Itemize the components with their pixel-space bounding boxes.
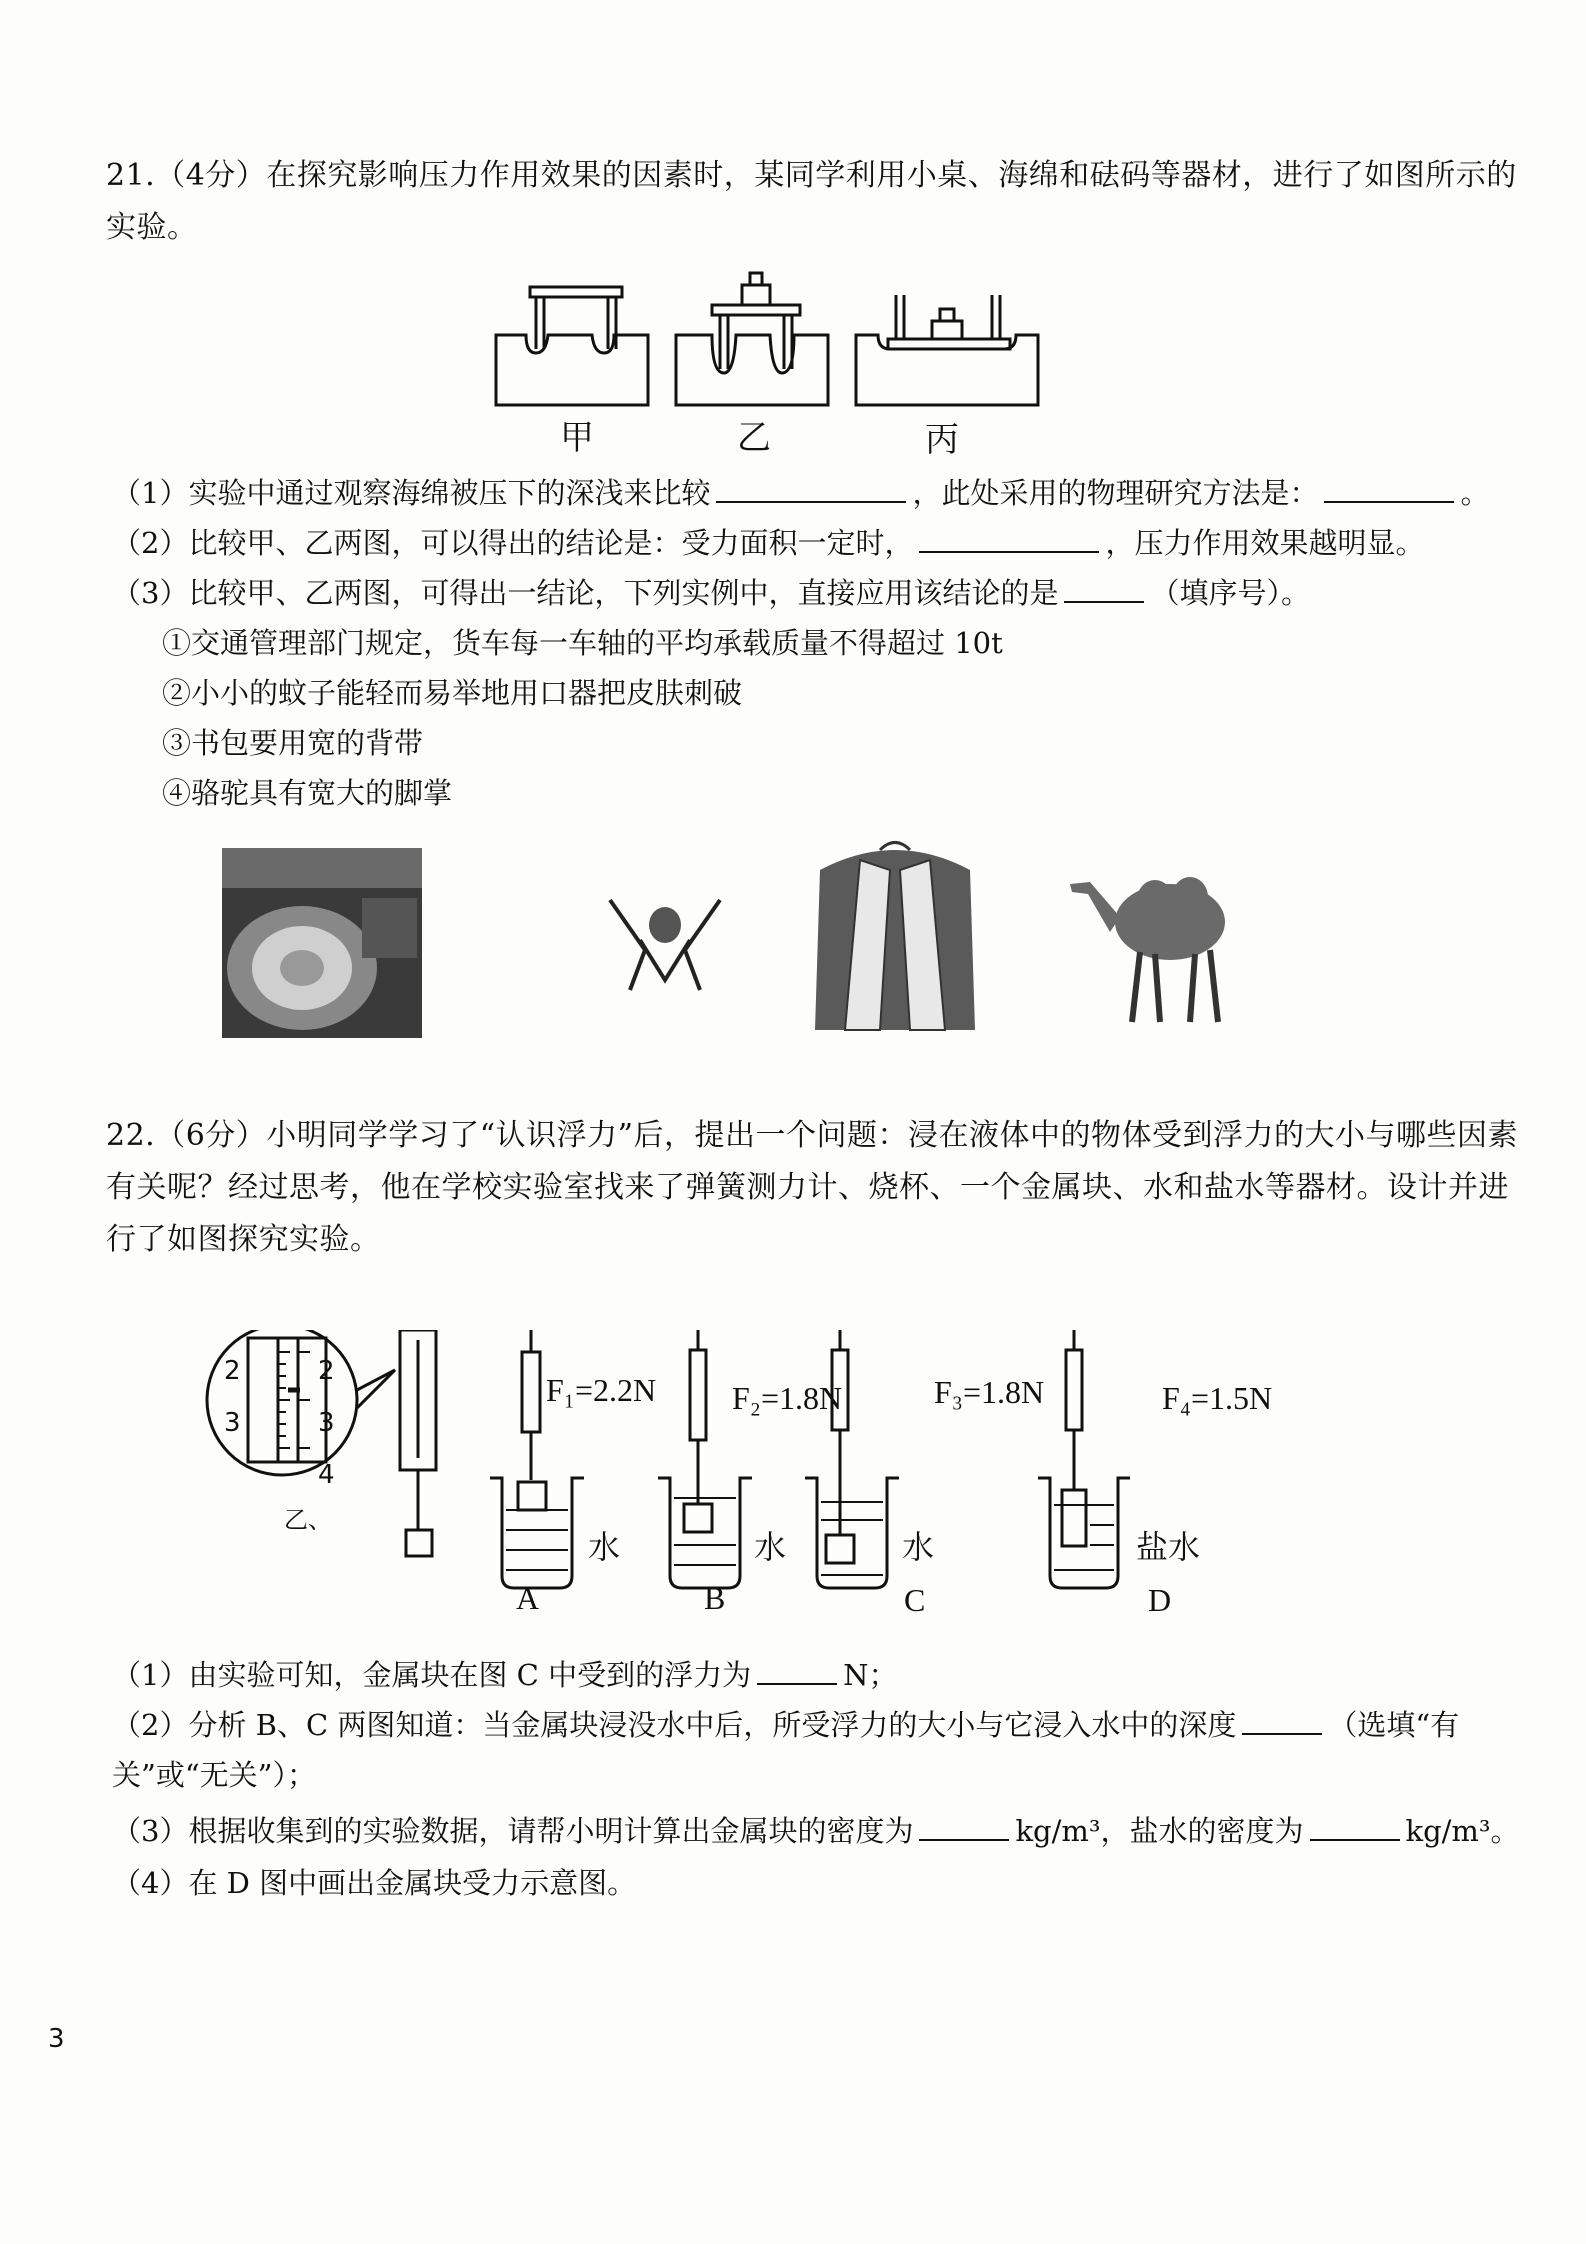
mosquito-photo bbox=[600, 890, 730, 1000]
answer-blank[interactable] bbox=[919, 521, 1099, 553]
q21-sub3-text-a: （3）比较甲、乙两图，可得出一结论，下列实例中，直接应用该结论的是 bbox=[112, 576, 1059, 610]
q22-stem-line1: 22.（6分）小明同学学习了“认识浮力”后，提出一个问题：浸在液体中的物体受到浮力的大小与哪些因素 bbox=[106, 1118, 1518, 1153]
q21-sub3 bbox=[112, 570, 1310, 616]
q21-sub1-text-b: ，此处采用的物理研究方法是： bbox=[912, 476, 1319, 510]
answer-blank[interactable] bbox=[757, 1653, 837, 1685]
fluid-label-b: 水 bbox=[754, 1528, 787, 1566]
letter-label-d: D bbox=[1148, 1582, 1172, 1618]
force-label-b: F₂=1.8N bbox=[732, 1380, 843, 1416]
q22-sub3-text-b: kg/m³，盐水的密度为 bbox=[1015, 1814, 1304, 1848]
q21-sub1 bbox=[112, 470, 1489, 516]
q22-sub3-text-c: kg/m³。 bbox=[1405, 1814, 1520, 1848]
fluid-label-d: 盐水 bbox=[1136, 1528, 1201, 1566]
scale-tick-3: 3 bbox=[224, 1408, 241, 1438]
q22-sub2-text-b: （选填“有 bbox=[1328, 1708, 1460, 1742]
answer-blank[interactable] bbox=[919, 1809, 1009, 1841]
q22-sub2-continued: 关”或“无关”）； bbox=[112, 1758, 316, 1792]
page-number: 3 bbox=[48, 2024, 65, 2054]
scale-tick-3: 3 bbox=[318, 1408, 335, 1438]
fig-label-bing: 丙 bbox=[925, 420, 959, 460]
q22-sub2 bbox=[112, 1702, 1459, 1748]
q21-option-4: ④骆驼具有宽大的脚掌 bbox=[162, 776, 453, 810]
q21-stem-line1: 21.（4分）在探究影响压力作用效果的因素时，某同学利用小桌、海绵和砝码等器材，进行了如图所示的 bbox=[106, 158, 1517, 193]
q21-option-3: ③书包要用宽的背带 bbox=[162, 726, 424, 760]
force-label-c: F₃=1.8N bbox=[934, 1374, 1045, 1410]
q21-option-1: ①交通管理部门规定，货车每一车轴的平均承载质量不得超过 10t bbox=[162, 626, 1003, 660]
q22-sub4: （4）在 D 图中画出金属块受力示意图。 bbox=[112, 1866, 637, 1900]
fig-label-jia: 甲 bbox=[560, 418, 594, 458]
q21-sub1-text-a: （1）实验中通过观察海绵被压下的深浅来比较 bbox=[112, 476, 711, 510]
q21-stem-line2: 实验。 bbox=[106, 210, 198, 245]
backpack-photo bbox=[800, 830, 990, 1040]
zoom-label: 乙、 bbox=[284, 1506, 332, 1534]
force-label-a: F₁=2.2N bbox=[546, 1372, 657, 1408]
q21-sub2 bbox=[112, 520, 1424, 566]
answer-blank[interactable] bbox=[1064, 571, 1144, 603]
q22-sub1-text-a: （1）由实验可知，金属块在图 C 中受到的浮力为 bbox=[112, 1658, 752, 1692]
scale-tick-labels-right bbox=[318, 1345, 335, 1501]
q21-sub3-text-b: （填序号）。 bbox=[1150, 576, 1310, 610]
scale-tick-labels bbox=[224, 1345, 241, 1449]
truck-wheel-photo bbox=[222, 848, 422, 1038]
q21-option-2: ②小小的蚊子能轻而易举地用口器把皮肤刺破 bbox=[162, 676, 743, 710]
q22-sub1 bbox=[112, 1652, 897, 1698]
q22-stem-line2: 有关呢？经过思考，他在学校实验室找来了弹簧测力计、烧杯、一个金属块、水和盐水等器材。设计并进 bbox=[106, 1170, 1509, 1205]
scale-tick-2: 2 bbox=[224, 1356, 241, 1386]
q21-sub1-text-c: 。 bbox=[1460, 476, 1490, 510]
q22-sub3 bbox=[112, 1808, 1520, 1854]
q22-stem-line3: 行了如图探究实验。 bbox=[106, 1222, 381, 1257]
buoyancy-figure bbox=[200, 1330, 1350, 1630]
letter-label-a: A bbox=[516, 1580, 540, 1616]
answer-blank[interactable] bbox=[1324, 471, 1454, 503]
answer-blank[interactable] bbox=[1242, 1703, 1322, 1735]
q22-sub3-text-a: （3）根据收集到的实验数据，请帮小明计算出金属块的密度为 bbox=[112, 1814, 914, 1848]
q22-sub2-text-a: （2）分析 B、C 两图知道：当金属块浸没水中后，所受浮力的大小与它浸入水中的深度 bbox=[112, 1708, 1237, 1742]
fig-label-yi: 乙 bbox=[737, 418, 771, 458]
scale-tick-2: 2 bbox=[318, 1356, 335, 1386]
q21-sub2-text-a: （2）比较甲、乙两图，可以得出的结论是：受力面积一定时， bbox=[112, 526, 914, 560]
camel-photo bbox=[1060, 862, 1250, 1032]
q21-sub2-text-b: ，压力作用效果越明显。 bbox=[1105, 526, 1425, 560]
fluid-label-c: 水 bbox=[902, 1528, 935, 1566]
q22-sub1-text-b: N； bbox=[843, 1658, 898, 1692]
answer-blank[interactable] bbox=[716, 471, 906, 503]
fluid-label-a: 水 bbox=[588, 1528, 621, 1566]
letter-label-b: B bbox=[704, 1580, 726, 1616]
force-label-d: F₄=1.5N bbox=[1162, 1380, 1273, 1416]
answer-blank[interactable] bbox=[1310, 1809, 1400, 1841]
letter-label-c: C bbox=[904, 1582, 926, 1618]
scale-tick-4: 4 bbox=[318, 1460, 335, 1490]
